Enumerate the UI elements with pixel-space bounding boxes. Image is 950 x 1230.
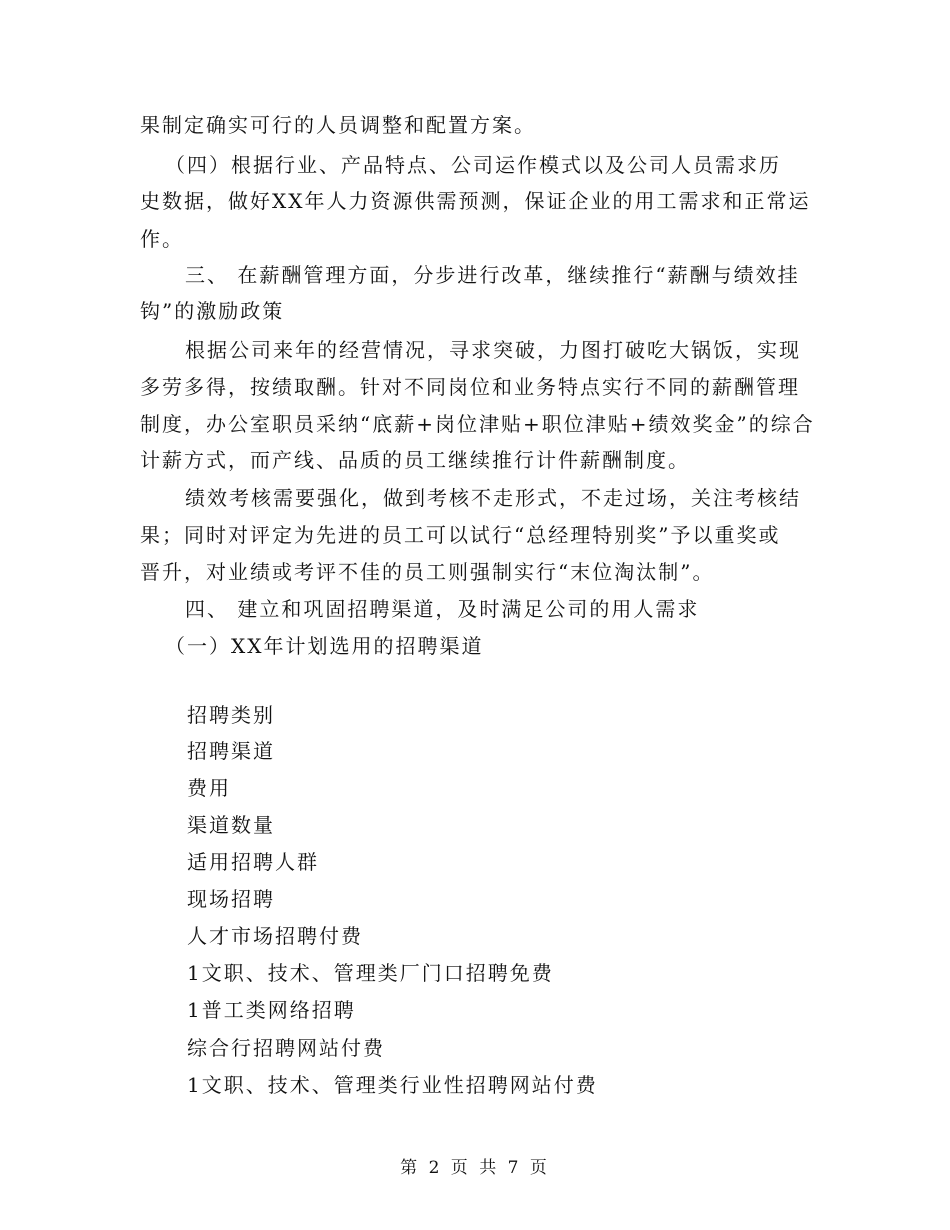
section-heading: 四、 建立和巩固招聘渠道，及时满足公司的用人需求 [185, 597, 700, 621]
paragraph-line: 史数据，做好XX年人力资源供需预测，保证企业的用工需求和正常运 [140, 189, 811, 213]
section-heading: 三、 在薪酬管理方面，分步进行改革，继续推行“薪酬与绩效挂 [185, 263, 800, 287]
table-cell: 适用招聘人群 [187, 850, 319, 874]
table-cell: 现场招聘 [187, 887, 275, 911]
paragraph-line: （四）根据行业、产品特点、公司运作模式以及公司人员需求历 [165, 153, 781, 177]
paragraph-line: 绩效考核需要强化，做到考核不走形式，不走过场，关注考核结 [185, 486, 801, 510]
paragraph-line: 果；同时对评定为先进的员工可以试行“总经理特别奖”予以重奖或 [140, 523, 781, 547]
table-cell: 1文职、技术、管理类厂门口招聘免费 [187, 961, 554, 985]
table-cell: 招聘渠道 [187, 739, 275, 763]
paragraph-line: 计薪方式，而产线、品质的员工继续推行计件薪酬制度。 [140, 448, 690, 472]
table-cell: 招聘类别 [187, 703, 275, 727]
paragraph-line: 果制定确实可行的人员调整和配置方案。 [140, 113, 536, 137]
table-cell: 渠道数量 [187, 813, 275, 837]
table-cell: 人才市场招聘付费 [187, 924, 363, 948]
paragraph-line: 晋升，对业绩或考评不佳的员工则强制实行“末位淘汰制”。 [140, 560, 715, 584]
section-heading: 钩”的激励政策 [140, 299, 285, 323]
paragraph-line: 作。 [140, 227, 184, 251]
paragraph-line: 制度，办公室职员采纳“底薪+岗位津贴+职位津贴+绩效奖金”的综合 [140, 412, 815, 436]
table-cell: 费用 [187, 776, 231, 800]
subsection-heading: （一）XX年计划选用的招聘渠道 [165, 634, 484, 658]
table-cell: 1文职、技术、管理类行业性招聘网站付费 [187, 1073, 598, 1097]
page-number: 第 2 页 共 7 页 [400, 1158, 550, 1178]
table-cell: 综合行招聘网站付费 [187, 1036, 385, 1060]
table-cell: 1普工类网络招聘 [187, 998, 356, 1022]
paragraph-line: 多劳多得，按绩取酬。针对不同岗位和业务特点实行不同的薪酬管理 [140, 375, 800, 399]
paragraph-line: 根据公司来年的经营情况，寻求突破，力图打破吃大锅饭，实现 [185, 338, 801, 362]
